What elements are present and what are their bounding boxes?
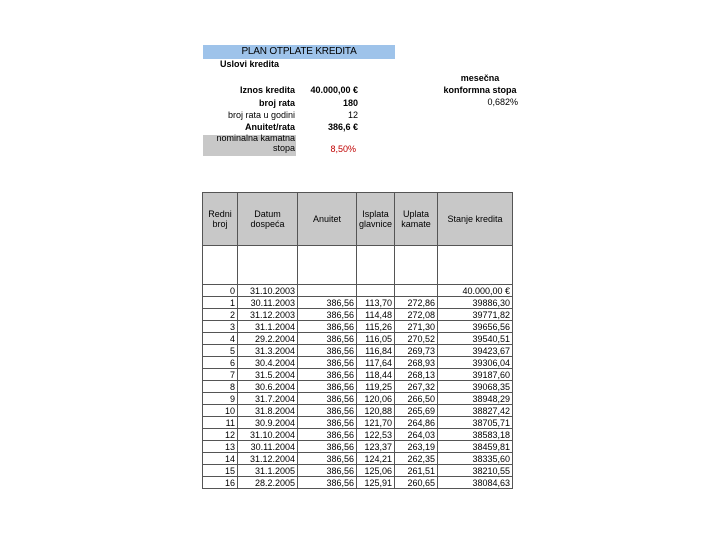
cell-annuity: 386,56: [298, 405, 357, 417]
cell-annuity: 386,56: [298, 381, 357, 393]
loan-amount-row: [203, 84, 358, 97]
cell-date: 30.11.2003: [238, 297, 298, 309]
cell-date: 30.9.2004: [238, 417, 298, 429]
nominal-rate-label: [203, 133, 295, 153]
table-row: [203, 405, 513, 417]
cell-principal: 116,84: [357, 345, 395, 357]
table-row: [203, 477, 513, 489]
cell-principal: 125,91: [357, 477, 395, 489]
cell-date: 31.5.2004: [238, 369, 298, 381]
cell-balance: 38583,18: [438, 429, 513, 441]
monthly-rate-label-line1: mesečna: [460, 73, 500, 83]
monthly-rate-value: 0,682%: [487, 97, 518, 107]
cell-no: 14: [203, 453, 238, 465]
cell-balance: 39886,30: [438, 297, 513, 309]
col-header-no-line2: broj: [212, 219, 228, 229]
cell-principal: 120,88: [357, 405, 395, 417]
nominal-rate-value: 8,50%: [330, 144, 356, 154]
cell-interest: 262,35: [395, 453, 438, 465]
cell-annuity: 386,56: [298, 309, 357, 321]
cell-principal: 119,25: [357, 381, 395, 393]
cell-date: 31.1.2005: [238, 465, 298, 477]
cell-annuity: 386,56: [298, 297, 357, 309]
installments-label: broj rata: [258, 98, 295, 108]
cell-no: 10: [203, 405, 238, 417]
cell-principal: 124,21: [357, 453, 395, 465]
table-row: [203, 393, 513, 405]
table-row: [203, 345, 513, 357]
cell-date: 31.7.2004: [238, 393, 298, 405]
table-row: [203, 369, 513, 381]
cell-annuity: 386,56: [298, 417, 357, 429]
cell-principal: 117,64: [357, 357, 395, 369]
spacer-cell: [357, 246, 395, 285]
table-row: [203, 417, 513, 429]
cell-no: 13: [203, 441, 238, 453]
table-spacer-row: [203, 246, 513, 285]
cell-no: 3: [203, 321, 238, 333]
col-header-principal-line1: Isplata: [362, 209, 389, 219]
loan-amount-label: Iznos kredita: [239, 85, 295, 95]
table-row: [203, 297, 513, 309]
cell-annuity: 386,56: [298, 321, 357, 333]
table-row: [203, 357, 513, 369]
repayment-table: [202, 192, 513, 489]
table-row: [203, 285, 513, 297]
cell-balance: 38210,55: [438, 465, 513, 477]
spacer-cell: [438, 246, 513, 285]
cell-date: 31.8.2004: [238, 405, 298, 417]
cell-annuity: 386,56: [298, 333, 357, 345]
cell-interest: 268,13: [395, 369, 438, 381]
installments-per-year-value: 12: [347, 110, 358, 120]
table-row: [203, 333, 513, 345]
col-header-date-line1: Datum: [254, 209, 281, 219]
cell-balance: 38705,71: [438, 417, 513, 429]
installments-per-year-label: broj rata u godini: [227, 110, 295, 120]
cell-interest: 265,69: [395, 405, 438, 417]
cell-annuity: [298, 285, 357, 297]
cell-principal: 125,06: [357, 465, 395, 477]
cell-interest: 271,30: [395, 321, 438, 333]
cell-no: 0: [203, 285, 238, 297]
cell-principal: 113,70: [357, 297, 395, 309]
cell-no: 1: [203, 297, 238, 309]
cell-interest: 272,86: [395, 297, 438, 309]
col-header-balance: [438, 193, 513, 246]
cell-balance: 39068,35: [438, 381, 513, 393]
cell-annuity: 386,56: [298, 369, 357, 381]
table-row: [203, 453, 513, 465]
cell-no: 16: [203, 477, 238, 489]
cell-balance: 39656,56: [438, 321, 513, 333]
annuity-label: Anuitet/rata: [244, 122, 295, 132]
cell-no: 15: [203, 465, 238, 477]
cell-balance: 38335,60: [438, 453, 513, 465]
cell-balance: 39771,82: [438, 309, 513, 321]
cell-date: 31.10.2003: [238, 285, 298, 297]
monthly-rate-label-line2: konformna stopa: [443, 85, 517, 95]
cell-principal: 116,05: [357, 333, 395, 345]
cell-principal: 121,70: [357, 417, 395, 429]
cell-principal: 114,48: [357, 309, 395, 321]
table-row: [203, 465, 513, 477]
col-header-no-line1: Redni: [208, 209, 232, 219]
cell-no: 11: [203, 417, 238, 429]
cell-principal: 122,53: [357, 429, 395, 441]
conditions-heading: Uslovi kredita: [220, 59, 280, 69]
cell-principal: 120,06: [357, 393, 395, 405]
table-row: [203, 441, 513, 453]
cell-balance: 38459,81: [438, 441, 513, 453]
spacer-cell: [203, 246, 238, 285]
table-header-row: [203, 193, 513, 246]
table-row: [203, 381, 513, 393]
cell-date: 31.12.2003: [238, 309, 298, 321]
installments-value: 180: [342, 98, 358, 108]
table-row: [203, 321, 513, 333]
table-row: [203, 429, 513, 441]
cell-date: 31.1.2004: [238, 321, 298, 333]
cell-annuity: 386,56: [298, 441, 357, 453]
cell-interest: 263,19: [395, 441, 438, 453]
cell-balance: 40.000,00 €: [438, 285, 513, 297]
col-header-interest: [395, 193, 438, 246]
cell-date: 28.2.2005: [238, 477, 298, 489]
cell-no: 5: [203, 345, 238, 357]
cell-principal: 118,44: [357, 369, 395, 381]
cell-interest: 264,86: [395, 417, 438, 429]
cell-balance: 39540,51: [438, 333, 513, 345]
loan-amount-value: 40.000,00 €: [310, 85, 358, 95]
col-header-annuity-line2: Anuitet: [312, 214, 342, 224]
cell-annuity: 386,56: [298, 453, 357, 465]
cell-annuity: 386,56: [298, 477, 357, 489]
cell-no: 4: [203, 333, 238, 345]
cell-balance: 39423,67: [438, 345, 513, 357]
cell-balance: 39187,60: [438, 369, 513, 381]
cell-interest: 270,52: [395, 333, 438, 345]
cell-annuity: 386,56: [298, 345, 357, 357]
cell-annuity: 386,56: [298, 429, 357, 441]
spacer-cell: [298, 246, 357, 285]
nominal-rate-label-line2: stopa: [272, 143, 295, 153]
spacer-cell: [395, 246, 438, 285]
cell-no: 2: [203, 309, 238, 321]
cell-date: 31.3.2004: [238, 345, 298, 357]
col-header-balance-line2: Stanje kredita: [447, 214, 503, 224]
cell-interest: 266,50: [395, 393, 438, 405]
cell-interest: 272,08: [395, 309, 438, 321]
cell-date: 31.12.2004: [238, 453, 298, 465]
cell-principal: 123,37: [357, 441, 395, 453]
cell-date: 31.10.2004: [238, 429, 298, 441]
cell-date: 30.11.2004: [238, 441, 298, 453]
table-row: [203, 309, 513, 321]
cell-balance: 38827,42: [438, 405, 513, 417]
col-header-no: [203, 193, 238, 246]
cell-annuity: 386,56: [298, 393, 357, 405]
cell-interest: 268,93: [395, 357, 438, 369]
spacer-cell: [238, 246, 298, 285]
cell-date: 29.2.2004: [238, 333, 298, 345]
col-header-annuity: [298, 193, 357, 246]
sheet-title: PLAN OTPLATE KREDITA: [203, 45, 395, 59]
cell-annuity: 386,56: [298, 357, 357, 369]
col-header-principal-line2: glavnice: [359, 219, 393, 229]
annuity-value: 386,6 €: [327, 122, 358, 132]
cell-interest: 264,03: [395, 429, 438, 441]
col-header-interest-line1: Uplata: [403, 209, 430, 219]
cell-principal: 115,26: [357, 321, 395, 333]
table-body: [203, 285, 513, 489]
cell-no: 7: [203, 369, 238, 381]
cell-no: 6: [203, 357, 238, 369]
cell-no: 9: [203, 393, 238, 405]
col-header-date-line2: dospeća: [250, 219, 285, 229]
cell-balance: 38084,63: [438, 477, 513, 489]
cell-annuity: 386,56: [298, 465, 357, 477]
cell-interest: 269,73: [395, 345, 438, 357]
col-header-date: [238, 193, 298, 246]
col-header-interest-line2: kamate: [401, 219, 431, 229]
cell-no: 8: [203, 381, 238, 393]
cell-balance: 38948,29: [438, 393, 513, 405]
cell-interest: 267,32: [395, 381, 438, 393]
nominal-rate-label-line1: nominalna kamatna: [216, 133, 295, 143]
cell-interest: [395, 285, 438, 297]
cell-date: 30.6.2004: [238, 381, 298, 393]
col-header-principal: [357, 193, 395, 246]
monthly-rate-label: [440, 72, 520, 96]
cell-interest: 260,65: [395, 477, 438, 489]
cell-balance: 39306,04: [438, 357, 513, 369]
cell-date: 30.4.2004: [238, 357, 298, 369]
cell-interest: 261,51: [395, 465, 438, 477]
cell-no: 12: [203, 429, 238, 441]
cell-principal: [357, 285, 395, 297]
